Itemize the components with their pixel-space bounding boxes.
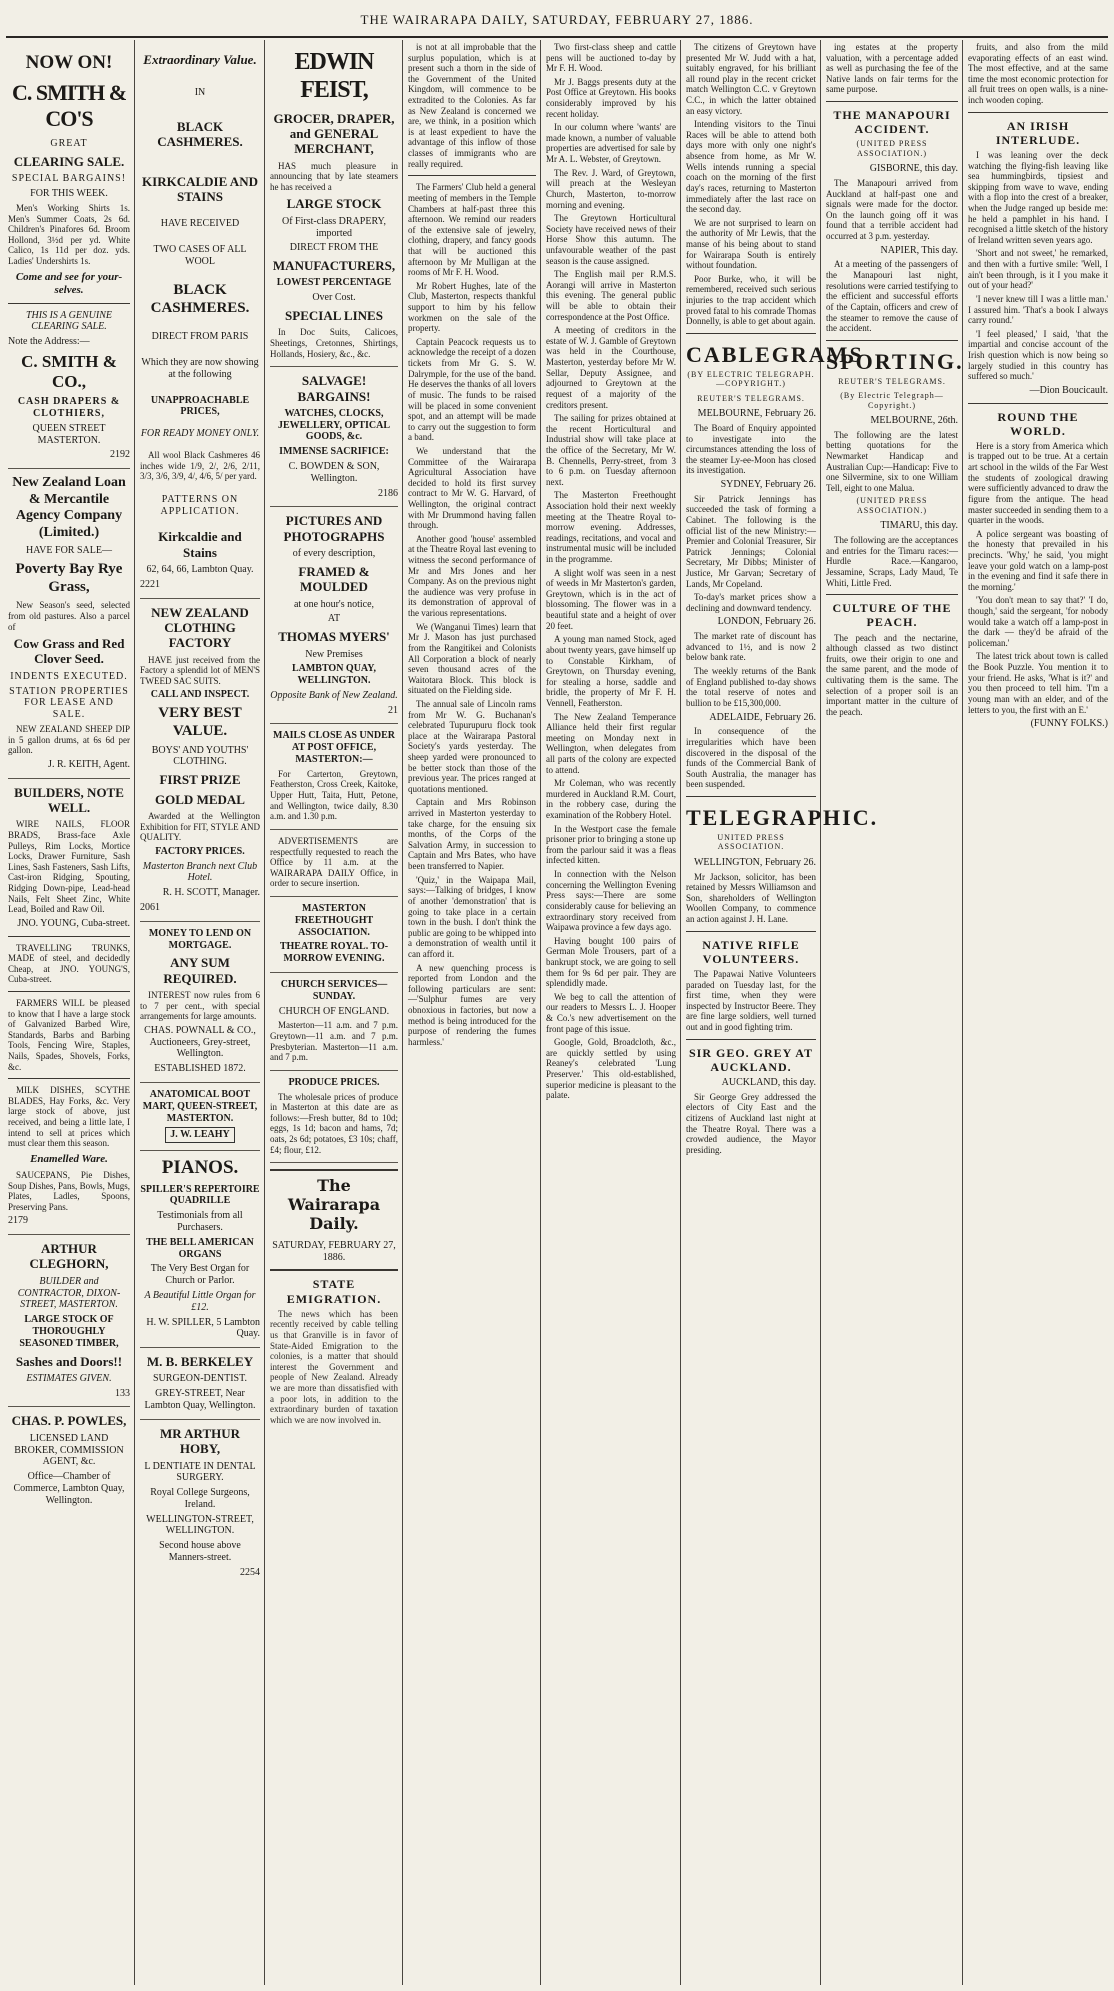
article-text: Mr Jackson, solicitor, has been retained by Messrs Williamson and Son, shareholders of Wellington Woollen Company, to commence an action against J. H. Lane.: [686, 871, 816, 925]
ad-direct: DIRECT FROM THE: [289, 242, 379, 254]
ad-indents: INDENTS EXECUTED.: [10, 670, 128, 682]
ad-special-lines: SPECIAL LINES: [285, 308, 383, 324]
ad-number: 21: [388, 704, 398, 716]
ad-large-stock: LARGE STOCK OF THOROUGHLY SEASONED TIMBER,: [19, 1314, 119, 1349]
ad-new-premises: New Premises: [305, 648, 363, 660]
ad-pownall: CHAS. POWNALL & CO., Auctioneers, Grey-street, Wellington.: [144, 1024, 256, 1060]
headline-irish: AN IRISH INTERLUDE.: [995, 118, 1081, 147]
ad-salvage: SALVAGE! BARGAINS!: [297, 373, 371, 404]
article-text: I was leaning over the deck watching the flying-fish leaving like sea hummingbirds, tipsiest and skipping from wave to wave, ending with a flop into the crest of a breaker, when the Judge ranged up beside me: he held a pamphlet in his hand. I recognised a little sketch of the history of Ireland written seven years ago.: [968, 149, 1108, 245]
ad-in: IN: [194, 87, 206, 99]
upa-label: (UNITED PRESS ASSOCIATION.): [856, 496, 928, 515]
article-text: A meeting of creditors in the estate of W. J. Gamble of Greytown was held in the Courthouse, Masterton, yesterday before Mr W. Sellar, Deputy Assignee, and adjourned to Greytown at the request of a majority of the creditors present.: [546, 325, 676, 410]
column-2: [140, 42, 260, 1987]
ad-all-wool: All wool Black Cashmeres 46 inches wide 1/9, 2/, 2/6, 2/11, 3/3, 3/6, 3/9, 4/, 4/6, 5/ per yard.: [140, 449, 260, 482]
ad-land-broker: LICENSED LAND BROKER, COMMISSION AGENT, &c.: [14, 1432, 124, 1468]
reuter-label: REUTER'S TELEGRAMS.: [838, 376, 946, 386]
ad-grocer: GROCER, DRAPER, and GENERAL MERCHANT,: [273, 110, 395, 157]
ad-powles: [8, 1413, 130, 1506]
article-text: The Rev. J. Ward, of Greytown, will preach at the Wesleyan Church, Masterton, to-morrow morning and evening.: [546, 167, 676, 210]
article-text: The Farmers' Club held a general meeting of members in the Temple Chambers at half-past three this afternoon. We remind our readers of the extensive sale of jewelry, clothing, drapery, and fancy goods that will be auctioned this afternoon by Mr Mulligan at the rooms of Mr F. H. Wood.: [408, 182, 536, 278]
article-text: The English mail per R.M.S. Aorangi will arrive in Masterton this evening. The general public will be able to obtain their correspondence at the Post Office.: [546, 269, 676, 322]
column-8: [968, 42, 1108, 1987]
ad-pianos-title: PIANOS.: [161, 1157, 239, 1179]
ad-myers-name: THOMAS MYERS': [278, 629, 390, 645]
article-text: In consequence of the irregularities which have been discovered in the disposal of the funds of the Commercial Bank of South Australia, the manager has been suspended.: [686, 726, 816, 790]
article-text: 'I never knew till I was a little man.' I assured him. 'That's a book I always carry round.': [968, 293, 1108, 326]
ad-special: SPECIAL BARGAINS!: [11, 173, 127, 185]
article-text: The New Zealand Temperance Alliance held their first regular meeting on Monday next in Wellington, when delegates from all parts of the colony are expected to attend.: [546, 711, 676, 775]
ad-bowden-name: C. BOWDEN & SON, Wellington.: [288, 461, 380, 484]
ad-surgeon: SURGEON-DENTIST.: [153, 1373, 247, 1385]
divider: [8, 991, 130, 992]
ad-builders: BUILDERS, NOTE WELL.: [14, 784, 124, 815]
ad-leahy-name: J. W. LEAHY: [165, 1127, 234, 1143]
article-text: Another good 'house' assembled at the Theatre Royal last evening to witness the second performance of Mr and Mrs Jones and her Company. As on the previous night the audience was very profuse in its demonstration of approval of the various representations.: [408, 533, 536, 619]
article-text: The sailing for prizes obtained at the recent Horticultural and Industrial show will take place at the office of the Secretary, Mr W. B. Chennells, Perry-street, from 3 to 6 p.m. on Tuesday afternoon next.: [546, 413, 676, 487]
article-text: We beg to call the attention of our readers to Messrs L. J. Hooper & Co.'s new advertisement on the front page of this issue.: [546, 991, 676, 1034]
ad-hoby-name: MR ARTHUR HOBY,: [159, 1425, 241, 1457]
ad-powles-name: CHAS. P. POWLES,: [11, 1413, 127, 1429]
divider: [826, 101, 958, 102]
divider: [826, 340, 958, 341]
article-text: The Greytown Horticultural Society have received news of their Horse Show this autumn. The unfavourable weather of the past season is the cause assigned.: [546, 213, 676, 266]
ad-firm-name-2: C. SMITH & CO.,: [21, 352, 117, 392]
article-text: Mr Robert Hughes, late of the Club, Masterton, respects thankful support to him by his fellow workmen on the sale of the property.: [408, 280, 536, 334]
ad-number: 133: [115, 1387, 130, 1399]
article-text: At a meeting of the passengers of the Manapouri last night, resolutions were carried testifying to the efficient and successful efforts of the Captain, officers and crew of the steamer to remove the cause of the accident.: [826, 259, 958, 334]
church-text: Masterton—11 a.m. and 7 p.m. Greytown—11 a.m. and 7 p.m. Presbyterian. Masterton—11 a.m. and 7 p.m.: [270, 1020, 398, 1063]
church-eng: CHURCH OF ENGLAND.: [278, 1005, 390, 1017]
ad-young-sig: JNO. YOUNG, Cuba-street.: [17, 917, 130, 929]
ad-manufacturers: MANUFACTURERS,: [272, 258, 396, 274]
ad-have-sale: HAVE FOR SALE—: [26, 545, 112, 557]
dateline: LONDON, February 26.: [717, 616, 816, 628]
column-rule: [540, 40, 541, 1985]
article-text: The Papawai Native Volunteers paraded on Tuesday last, for the first time, when they were inspected by Instructor Beere. They are fine large soldiers, well turned out and in good fighting trim.: [686, 968, 816, 1032]
church-title: CHURCH SERVICES—SUNDAY.: [280, 978, 388, 1002]
article-text: In the Westport case the female prisoner prior to bringing a stone up from the parlour said it was a fleas infected kitten.: [546, 823, 676, 866]
notice-mails: [270, 730, 398, 829]
article-text: 'Quiz,' in the Waipapa Mail, says:—Talking of bridges, I know of another 'demonstration' that is going to take place in a certain town in the bush. I don't think the public are going to be whipped into a demonstration of wealth until it can afford it.: [408, 874, 536, 959]
ad-number: 2061: [140, 901, 160, 913]
article-text: We understand that the Committee of the Wairarapa Agricultural Association have decided to hold its first survey contract to Mr W. G. Harvard, of Wellington, the original contract with Mr Drummond having fallen through.: [408, 445, 536, 531]
dateline: AUCKLAND, this day.: [721, 1076, 816, 1088]
ad-verydesign: The Very Best Organ for Church or Parlor.: [150, 1263, 250, 1287]
ad-this-week: FOR THIS WEEK.: [30, 188, 108, 200]
ad-genuine: THIS IS A GENUINE CLEARING SALE.: [25, 309, 113, 333]
ad-drapers: CASH DRAPERS & CLOTHIERS,: [17, 396, 121, 419]
advert-text: ADVERTISEMENTS are respectfully requested to reach the Office by 11 a.m. at the WAIRARAPA DAILY Office, in order to secure insertion.: [270, 835, 398, 889]
ad-berkeley-name: M. B. BERKELEY: [146, 1354, 254, 1370]
ad-berkeley: [140, 1354, 260, 1420]
article-text: The Manapouri arrived from Auckland at half-past one and signals were made for the doctor. On the launch going off it was found that a terrible accident had occurred at 3 p.m. yesterday.: [826, 178, 958, 242]
byline: (FUNNY FOLKS.): [1030, 718, 1108, 730]
ad-come-see: Come and see for your-selves.: [15, 270, 123, 296]
now-on: NOW ON!: [25, 52, 113, 73]
dateline: MELBOURNE, February 26.: [697, 408, 816, 420]
article-text: In our column where 'wants' are made known, a number of valuable properties are advertised for sale by Mr A. L. Webster, of Greytown.: [546, 122, 676, 165]
article-text: Captain and Mrs Robinson arrived in Masterton yesterday to take charge, for the ensuing six months, of the Corps of the Salvation Army, in succession to Captain and Mrs Bates, who have been transferred to Napier.: [408, 797, 536, 872]
ad-opposite: Opposite Bank of New Zealand.: [270, 689, 398, 701]
article-text: The following are the acceptances and entries for the Timaru races:—Hurdle Race.—Kangaroo, Jessamine, Scraps, Lady Maud, Te Whiti, Little Fred.: [826, 535, 958, 588]
ad-beautiful: A Beautiful Little Organ for £12.: [144, 1289, 256, 1313]
column-7: [826, 42, 964, 1987]
ad-patterns: PATTERNS ON APPLICATION.: [160, 493, 240, 517]
article-text: Two first-class sheep and cattle pens will be auctioned to-day by Mr F. H. Wood.: [546, 42, 676, 74]
ad-great: GREAT: [50, 138, 88, 150]
headline-peach: CULTURE OF THE PEACH.: [832, 601, 952, 630]
article-text: The market rate of discount has advanced to 1½, and is now 2 below bank rate.: [686, 631, 816, 663]
dateline: WELLINGTON, February 26.: [693, 856, 816, 868]
ad-organ: THE BELL AMERICAN ORGANS: [146, 1236, 254, 1260]
divider: [968, 403, 1108, 404]
dateline: ADELAIDE, February 26.: [709, 711, 816, 723]
ad-paris: DIRECT FROM PARIS: [151, 331, 249, 343]
dateline: TIMARU, this day.: [880, 520, 958, 532]
article-text: A police sergeant was boasting of the honesty that prevailed in his precincts. 'Why,' he said, 'you might leave your gold watch on a lamp-post in the evening and find it safe there in the morning.': [968, 528, 1108, 592]
article-text: We (Wanganui Times) learn that Mr J. Mason has just purchased from the Rangitikei and Colonists All Corporation a block of nearly seven thousand acres of the Waitotara Block. This block is situated on the Fielding side.: [408, 621, 536, 696]
masthead-title: THE WAIRARAPA DAILY, SATURDAY, FEBRUARY 27, 1886.: [360, 12, 754, 27]
theatre-royal: THEATRE ROYAL. TO-MORROW EVENING.: [279, 941, 389, 965]
ad-myers: [270, 513, 398, 724]
ad-firm-name: C. SMITH & CO'S: [11, 80, 127, 132]
ad-builder: BUILDER and CONTRACTOR, DIXON-STREET, MASTERTON.: [17, 1275, 121, 1311]
ad-manager: R. H. SCOTT, Manager.: [162, 887, 260, 899]
ad-black-cash: BLACK CASHMERES.: [157, 119, 243, 150]
ad-second-house: Second house above Manners-street.: [159, 1540, 241, 1564]
ad-branch: Masterton Branch next Club Hotel.: [142, 860, 258, 884]
column-rule: [820, 40, 821, 1985]
ad-every: of every description,: [292, 548, 376, 560]
notice-theatre: [270, 903, 398, 973]
ad-very-best: VERY BEST VALUE.: [158, 705, 242, 739]
notice-advert: [270, 836, 398, 897]
ad-cleghorn-name: ARTHUR CLEGHORN,: [29, 1241, 109, 1272]
article-text: Captain Peacock requests us to acknowledge the receipt of a dozen tickets from Mr G. S. W. Dalrymple, for the use of the band. He deserves the thanks of all lovers of music. The funds to be raised will be placed in some convenient spot, and an attempt will be made to carry out the suggestion to form a band.: [408, 336, 536, 443]
ad-watches: WATCHES, CLOCKS, JEWELLERY, OPTICAL GOODS, &c.: [277, 407, 391, 443]
ad-any-sum: ANY SUM REQUIRED.: [163, 955, 237, 986]
divider: [8, 303, 130, 304]
article-text: Sir George Grey addressed the electors of City East and the citizens of Auckland last night at the Theatre Royal. There was a crowded audience, the Mayor presiding.: [686, 1091, 816, 1155]
ad-over-cost: Over Cost.: [312, 292, 356, 304]
ad-feist-name: EDWIN FEIST,: [294, 49, 374, 104]
column-rule: [962, 40, 963, 1985]
article-text: 'I feel pleased,' I said, 'that the impartial and concise account of the Irish question which is now being so largely studied in this country has suffered so much.': [968, 328, 1108, 382]
ad-nz-loan: [8, 475, 130, 779]
article-text: fruits, and also from the mild evaporating effects of an east wind. The most effective, and at the same time the most economic protection for all fruit trees on open walls, is a nine-inch wooden coping.: [968, 42, 1108, 106]
ad-lambton: LAMBTON QUAY, WELLINGTON.: [291, 663, 377, 687]
article-text: Sir Patrick Jennings has succeeded the task of forming a Cabinet. The following is the official list of the new Ministry:—Premier and Colonial Treasurer, Sir Patrick Jennings; Colonial Secretary, Mr Dibbs; Minister of Justice, Mr Garvan; Secretary of Lands, Mr Copeland.: [686, 493, 816, 589]
headline-grey: SIR GEO. GREY AT AUCKLAND.: [688, 1045, 814, 1074]
article-text: The following are the latest betting quotations for the Newmarket Handicap and Australian Cup:—Handicap: Five to one Silvermine, six to one William Tell, eight to one Malua.: [826, 429, 958, 493]
ad-stations: STATION PROPERTIES FOR LEASE AND SALE.: [9, 685, 129, 721]
ad-sashes: Sashes and Doors!!: [15, 1353, 123, 1369]
produce-title: PRODUCE PRICES.: [288, 1076, 380, 1088]
column-1: [8, 42, 130, 1987]
ad-c-smith: [8, 52, 130, 469]
upa-label: (UNITED PRESS ASSOCIATION.): [856, 139, 928, 158]
dateline: NAPIER, This day.: [880, 244, 958, 256]
ad-testimonials: Testimonials from all Purchasers.: [157, 1210, 243, 1233]
article-text: is not at all improbable that the surplus population, which is at present such a thorn in the side of the Government of the United Kingdom, will commence to be extradited to the Colonies. As far as New Zealand is concerned we are, we think, in a position which is at least expedient to have the advantage of this inflow of those classes of immigrants who are really required.: [408, 42, 536, 169]
ad-milk: MILK DISHES, SCYTHE BLADES, Hay Forks, &c. Very large stock of above, just received, and being a little late, I intend to sell at prices which must clear them this season.: [8, 1085, 130, 1149]
column-rule: [680, 40, 681, 1985]
ad-number: 2221: [140, 578, 160, 590]
ad-feist: [270, 48, 398, 367]
ad-number: 2186: [378, 487, 398, 499]
ad-items: Men's Working Shirts 1s. Men's Summer Coats, 2s 6d. Children's Pinafores 6d. Broom Hollond, 3½d per yd. White Calico, 1s 11d per doz. yds. Ladies' Undershirts 1s.: [8, 203, 130, 267]
article-text: Here is a story from America which is trapped out to be true. At a certain art school in the wilds of the Far West the students of zoological drawing were sufficiently advanced to draw the figure from the antique. The head master succeeded in sending them to a quarter in the woods.: [968, 440, 1108, 526]
article-text: A new quenching process is reported from London and the following particulars are sent:—'Sulphur fumes are very obnoxious in factories, but now a method is being introduced for the purpose of rendering the fumes harmless.': [408, 962, 536, 1047]
ad-pictures: PICTURES AND PHOTOGRAPHS: [283, 513, 385, 544]
ad-enamelled: Enamelled Ware.: [30, 1152, 108, 1165]
ad-grey: GREY-STREET, Near Lambton Quay, Wellington.: [144, 1388, 256, 1412]
ad-tweed: HAVE just received from the Factory a splendid lot of MEN'S TWEED SAC SUITS.: [140, 654, 260, 686]
dateline: MELBOURNE, 26th.: [870, 415, 958, 427]
headline-cablegrams: CABLEGRAMS: [686, 341, 864, 367]
ad-money: [140, 928, 260, 1083]
article-text: A slight wolf was seen in a nest of weeds in Mr Masterton's garden, Greytown, which is in the act of blossoming. The flower was in a beautiful state and a height of over 20 feet.: [546, 567, 676, 631]
divider: [686, 931, 816, 932]
ad-lowest: LOWEST PERCENTAGE: [276, 277, 392, 289]
ad-clearing-sale: CLEARING SALE.: [13, 154, 125, 170]
column-5: [546, 42, 676, 1987]
ad-street: QUEEN STREET MASTERTON.: [32, 422, 106, 446]
article-text: Mr J. Baggs presents duty at the Post Office at Greytown. His books considerably improved by his recent holiday.: [546, 76, 676, 119]
ad-kirkcaldie: [140, 52, 260, 599]
ad-at: AT: [327, 613, 341, 625]
ad-pianos: [140, 1157, 260, 1348]
article-text: A young man named Stock, aged about twenty years, gave himself up to Constable Kirkham, of Greytown, on Thursday evening, for stealing a horse, saddle and bridle, the property of Mr F. H. Vennell, Featherston.: [546, 634, 676, 708]
headline-state-emigration: STATE EMIGRATION.: [286, 1277, 382, 1306]
column-rule: [402, 40, 403, 1985]
ad-number: 2179: [8, 1215, 28, 1227]
ad-powles-office: Office—Chamber of Commerce, Lambton Quay, Wellington.: [13, 1471, 125, 1506]
article-text: The weekly returns of the Bank of England published to-day shows the total reserve of notes and bullion to be £15,300,000.: [686, 666, 816, 708]
mails-text: For Carterton, Greytown, Featherston, Cross Creek, Kaitoke, Upper Hutt, Taita, Hutt, Petone, and Wellington, twice daily, 8.30 a.m. and 1.30 p.m.: [270, 768, 398, 822]
divider: [826, 594, 958, 595]
ad-dip: NEW ZEALAND SHEEP DIP in 5 gallon drums, at 6s 6d per gallon.: [8, 724, 130, 756]
article-text: Mr Coleman, who was recently murdered in Auckland R.M. Court, in the robbery case, during the examination of the Robbery Hotel.: [546, 778, 676, 821]
dateline: GISBORNE, this day.: [869, 163, 958, 175]
divider: [968, 112, 1108, 113]
divider: [270, 1169, 398, 1171]
article-text: To-day's market prices show a declining and downward tendency.: [686, 592, 816, 613]
column-rule: [264, 40, 265, 1985]
column-3: [270, 42, 398, 1987]
article-text: The news which has been recently received by cable telling us that Granville is in favor of State-Aided Emigration to the colonies, is a matter that should interest the Government and people of New Zealand. Already we are more than dissatisfied with a poor lots, in addition to the extraordinary burden of taxation which we are now involved in.: [270, 1308, 398, 1425]
ad-extraordinary: Extraordinary Value.: [143, 52, 257, 67]
ad-dental: L DENTIATE IN DENTAL SURGERY.: [144, 1460, 256, 1484]
divider: [686, 333, 816, 334]
byline: —Dion Boucicault.: [1029, 384, 1108, 396]
ad-nz-loan-title: New Zealand Loan & Mercantile Agency Company (Limited.): [12, 475, 126, 540]
ad-money-title: MONEY TO LEND ON MORTGAGE.: [148, 927, 252, 951]
ad-bells: SPILLER'S REPERTOIRE QUADRILLE: [140, 1183, 260, 1207]
ad-wellington: WELLINGTON-STREET, WELLINGTON.: [146, 1513, 254, 1537]
cable-sub: (BY ELECTRIC TELEGRAPH.—COPYRIGHT.): [687, 369, 815, 389]
upa-label: UNITED PRESS ASSOCIATION.: [717, 832, 785, 852]
produce-text: The wholesale prices of produce in Masterton at this date are as follows:—Fresh butter, 8d to 10d; eggs, 1s 1d; bacon and hams, 7d; oats, 2s 6d; potatoes, £3 10s; chaff, £4; flour, £12.: [270, 1091, 398, 1155]
copyright-label: (By Electric Telegraph—Copyright.): [840, 391, 944, 410]
ad-farmers: FARMERS WILL be pleased to know that I have a large stock of Galvanized Barbed Wire, Standards, Barbs and Barbing Tools, Fencing Wire, Staples, Nails, Spades, Shovels, Forks, &c.: [8, 998, 130, 1072]
ad-keith: J. R. KEITH, Agent.: [48, 758, 130, 770]
article-text: Google, Gold, Broadcloth, &c., are quickly settled by using Reaney's celebrated 'Lung Preserver.' This old-established, superior medicine is pleasant to the palate.: [546, 1037, 676, 1101]
ad-ready-money: FOR READY MONEY ONLY.: [140, 428, 260, 440]
article-text: The latest trick about town is called the Book Puzzle. You mention it to your friend. He asks, 'What is it?' and you then proceed to tell him. 'I'm a young man with an elder, and of the letters to you, the first with an E.': [968, 651, 1108, 715]
ad-kirkcaldie-2: Kirkcaldie and Stains: [158, 529, 242, 560]
column-rule: [134, 40, 135, 1985]
ad-large-stock: LARGE STOCK: [286, 196, 382, 212]
notice-produce: [270, 1077, 398, 1163]
article-text: We are not surprised to learn on the authority of Mr Lewis, that the manse of his being about to stand for Wairarapa South is entirely without foundation.: [686, 217, 816, 271]
ad-kirkcaldie-name: KIRKCALDIE AND STAINS: [142, 173, 258, 205]
dateline: SYDNEY, February 26.: [720, 478, 816, 490]
article-text: The peach and the nectarine, although classed as two distinct fruits, owe their origin to one and the same parent, and the mode of cultivating them is the same. The selection of a proper soil is an important matter in the culture of the peach.: [826, 632, 958, 717]
ad-seed-text: New Season's seed, selected from old pastures. Also a parcel of: [8, 600, 130, 632]
ad-unapproach: UNAPPROACHABLE PRICES,: [150, 394, 250, 418]
ad-bowden: [270, 373, 398, 507]
ad-wire: WIRE NAILS, FLOOR BRADS, Brass-face Axle Pulleys, Rim Locks, Mortice Locks, Drawer Furniture, Sash Lines, Sash Fasteners, Sash Lifts, Cast-iron Ridging, Spouting, Ridging Down-pipe, Lead-head Nails, Felt Sheet Zinc, White Lead, Boiled and Raw Oil.: [8, 819, 130, 915]
article-text: 'Short and not sweet,' he remarked, and then with a furtive smile: 'Well, I ain't been through, is it I you make it out of your head?': [968, 248, 1108, 291]
ad-has-pleasure: HAS much pleasure in announcing that by late steamers he has received a: [270, 160, 398, 192]
article-text: The Board of Enquiry appointed to investigate into the circumstances attending the loss of the steamer Ly-ee-Moon has closed its investigation.: [686, 422, 816, 476]
ad-at-one: at one hour's notice,: [293, 598, 375, 610]
ad-black-cash-2: BLACK CASHMERES.: [150, 281, 250, 316]
ad-anatomical: ANATOMICAL BOOT MART, QUEEN-STREET, MASTERTON.: [142, 1088, 258, 1124]
reuter-label: REUTER'S TELEGRAMS.: [697, 393, 805, 403]
column-6: [686, 42, 879, 1987]
headline-manapouri: THE MANAPOURI ACCIDENT.: [833, 108, 951, 137]
ad-estimates: ESTIMATES GIVEN.: [26, 1372, 112, 1384]
ad-spiller: H. W. SPILLER, 5 Lambton Quay.: [146, 1316, 260, 1340]
ad-travelling: TRAVELLING TRUNKS, MADE of steel, and decidedly Cheap, at JNO. YOUNG'S, Cuba-street.: [8, 942, 130, 985]
article-text: Having bought 100 pairs of German Mole Trousers, part of a bankrupt stock, we are going to sell them for 9s 6d per pair. They are splendidly made.: [546, 935, 676, 989]
ad-sacrifice: IMMENSE SACRIFICE:: [279, 446, 389, 458]
ad-leahy: [140, 1089, 260, 1151]
ad-poverty: Poverty Bay Rye Grass,: [15, 560, 123, 595]
ad-first-class: Of First-class DRAPERY, imported: [282, 215, 386, 239]
masthead-rule: [6, 36, 1108, 38]
ad-college: Royal College Surgeons, Ireland.: [150, 1487, 250, 1510]
ad-number: 2254: [240, 1566, 260, 1578]
ad-youth: BOYS' AND YOUTHS' CLOTHING.: [151, 744, 249, 768]
headline-native: NATIVE RIFLE VOLUNTEERS.: [702, 937, 800, 966]
ad-quay: 62, 64, 66, Lambton Quay.: [146, 564, 254, 576]
ad-docks: In Doc Suits, Calicoes, Sheetings, Cretonnes, Shirtings, Hollands, Hosiery, &c., &c.: [270, 327, 398, 359]
ad-cow-grass: Cow Grass and Red Clover Seed.: [13, 636, 125, 667]
article-text: In connection with the Nelson concerning the Wellington Evening Press says:—There are some considerably cause for believing an extraordinary story received from Waipawa province a few days ago.: [546, 869, 676, 933]
paper-title: The Wairarapa Daily.: [287, 1176, 381, 1233]
article-text: The annual sale of Lincoln rams from Mr W. G. Buchanan's celebrated Tupurupuru flock took place at the Wairarapa Pastoral Society's yards yesterday. The sheep yarded were pronounced to be better stock than those of the previous year. The prices ranged at quotations mentioned.: [408, 698, 536, 794]
article-text: 'You don't mean to say that?' 'I do, though,' said the sergeant, 'for nobody would take a watch off a lamp-post in the dark — they'd be afraid of the policeman.': [968, 595, 1108, 648]
ad-two-cases: TWO CASES OF ALL WOOL: [153, 244, 247, 268]
ad-established: ESTABLISHED 1872.: [154, 1063, 246, 1075]
divider: [270, 1269, 398, 1271]
divider: [408, 175, 536, 176]
paper-date: SATURDAY, FEBRUARY 27, 1886.: [272, 1239, 396, 1263]
ad-number: 2192: [110, 449, 130, 461]
divider: [686, 796, 816, 797]
ad-young: [8, 785, 130, 1236]
ad-gold-medal: GOLD MEDAL: [155, 791, 245, 807]
ad-saucepans: SAUCEPANS, Pie Dishes, Soup Dishes, Pans, Bowls, Mugs, Plates, Ladles, Spoons, Preserving Pans.: [8, 1169, 130, 1212]
ad-hoby: [140, 1426, 260, 1579]
headline-round: ROUND THE WORLD.: [997, 409, 1079, 438]
theatre-title: MASTERTON FREETHOUGHT ASSOCIATION.: [294, 902, 374, 938]
article-text: ing estates at the property valuation, with a percentage added as well as purchasing the fee of the Native lands on fair terms for the same purpose.: [826, 42, 958, 95]
ad-framed: FRAMED & MOULDED: [298, 563, 370, 595]
headline-sporting: SPORTING.: [826, 348, 964, 374]
ad-note: Note the Address:—: [8, 336, 90, 348]
divider: [8, 1078, 130, 1079]
ad-factory: FACTORY PRICES.: [155, 845, 245, 857]
mails-title: MAILS CLOSE AS UNDER AT POST OFFICE, MASTERTON:—: [273, 730, 395, 766]
divider: [686, 1039, 816, 1040]
article-text: The Masterton Freethought Association hold their next weekly meeting at the Theatre Royal to-morrow evening. Addresses, readings, recitations, and vocal and instrumental music will be included in the programme.: [546, 490, 676, 565]
headline-telegraphic: TELEGRAPHIC.: [686, 804, 879, 830]
article-text: The citizens of Greytown have presented Mr W. Judd with a hat, suitably engraved, for his brilliant all round play in the recent cricket match Wellington C.C. v Greytown C.C., in which the latter obtained an easy victory.: [686, 42, 816, 116]
ad-nz-clothing-title: NEW ZEALAND CLOTHING FACTORY: [151, 604, 249, 651]
ad-interest: INTEREST now rules from 6 to 7 per cent., with special arrangements for large amounts.: [140, 989, 260, 1022]
ad-received: HAVE RECEIVED: [160, 218, 240, 230]
ad-inspect: CALL AND INSPECT.: [150, 689, 250, 701]
article-text: Intending visitors to the Tinui Races will be able to attend both days more with only one night's absence from home, as Mr W. Wells intends running a special coach on the morning of the first day's races, returning to Masterton immediately after the last race on the second day.: [686, 119, 816, 215]
article-text: Poor Burke, who, it will be remembered, received such serious injuries to the trap accident which proved fatal to his comrade Thomas Donnelly, is able to get about again.: [686, 273, 816, 327]
ad-cleghorn: [8, 1241, 130, 1407]
ad-which: Which they are now showing at the following: [141, 357, 259, 380]
ad-nz-clothing: [140, 605, 260, 922]
notice-church: [270, 979, 398, 1071]
divider: [8, 936, 130, 937]
ad-awarded: Awarded at the Wellington Exhibition for FIT, STYLE AND QUALITY.: [140, 810, 260, 843]
ad-first-prize: FIRST PRIZE: [159, 772, 241, 788]
column-4: [408, 42, 536, 1987]
